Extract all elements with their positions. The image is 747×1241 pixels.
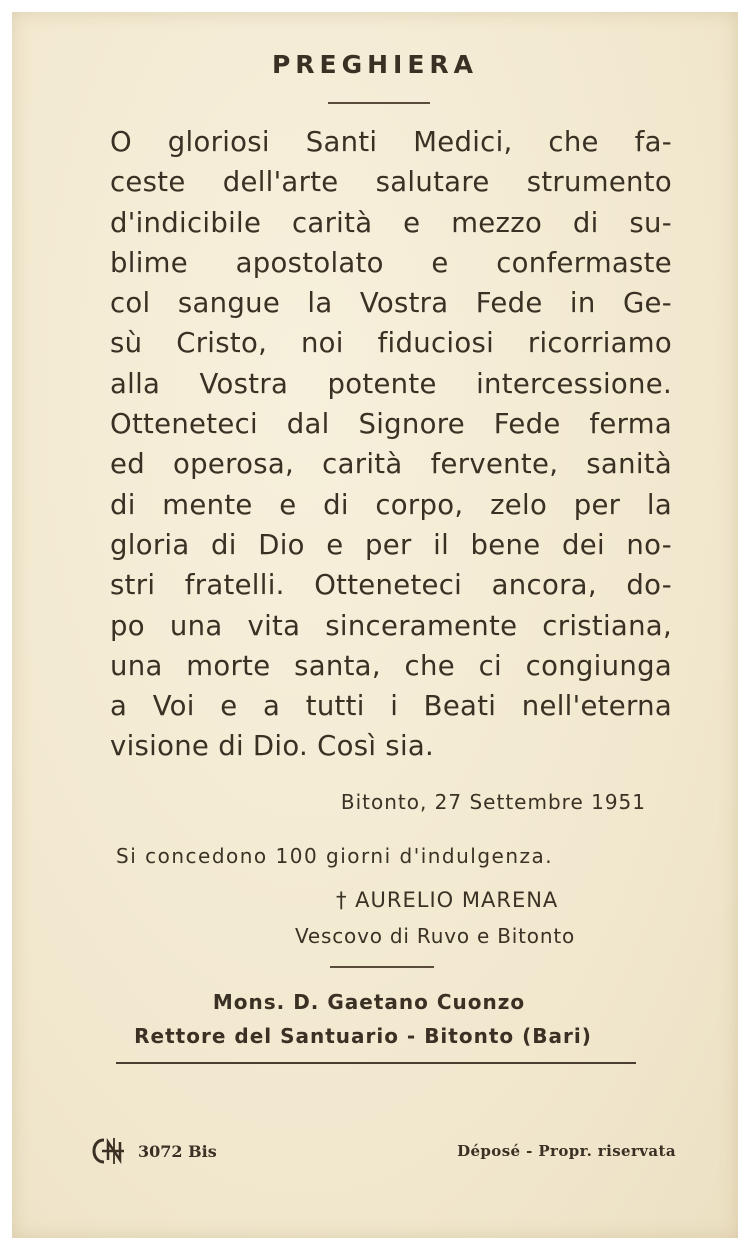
prayer-line: O gloriosi Santi Medici, che fa- xyxy=(110,126,672,158)
prayer-line: po una vita sinceramente cristiana, xyxy=(110,609,672,642)
prayer-text xyxy=(110,122,672,767)
publisher-mark xyxy=(90,1136,217,1166)
prayer-line: Otteneteci dal Signore Fede ferma xyxy=(110,408,672,441)
holy-card xyxy=(12,12,738,1238)
bishop-title: Vescovo di Ruvo e Bitonto xyxy=(295,924,575,948)
footer-divider xyxy=(116,1062,636,1064)
prayer-line: d'indicibile carità e mezzo di su- xyxy=(110,206,672,239)
prayer-line: a Voi e a tutti i Beati nell'eterna xyxy=(110,690,672,723)
prayer-line: sù Cristo, noi fiduciosi ricorriamo xyxy=(110,327,672,360)
section-divider xyxy=(330,966,434,968)
prayer-line: di mente e di corpo, zelo per la xyxy=(110,488,672,521)
publisher-monogram-icon xyxy=(90,1136,130,1166)
prayer-line: col sangue la Vostra Fede in Ge- xyxy=(110,287,672,320)
page-title: PREGHIERA xyxy=(271,50,479,79)
prayer-line: gloria di Dio e per il bene dei no- xyxy=(110,528,672,561)
prayer-line: ed operosa, carità fervente, sanità xyxy=(110,448,672,481)
indulgence-line: Si concedono 100 giorni d'indulgenza. xyxy=(116,844,554,868)
prayer-line: alla Vostra potente intercessione. xyxy=(110,367,672,400)
prayer-line: visione di Dio. Così sia. xyxy=(110,730,435,763)
catalog-code: 3072 Bis xyxy=(138,1141,217,1161)
prayer-line: stri fratelli. Otteneteci ancora, do- xyxy=(110,569,672,602)
prayer-line: ceste dell'arte salutare strumento xyxy=(110,166,672,199)
date-line: Bitonto, 27 Settembre 1951 xyxy=(340,790,646,814)
bishop-name: † AURELIO MARENA xyxy=(336,888,559,912)
rector-title: Rettore del Santuario - Bitonto (Bari) xyxy=(134,1024,592,1048)
title-divider xyxy=(328,102,430,104)
prayer-line: una morte santa, che ci congiunga xyxy=(110,649,672,682)
prayer-line: blime apostolato e confermaste xyxy=(110,246,672,279)
rector-name: Mons. D. Gaetano Cuonzo xyxy=(212,990,526,1014)
rights-notice: Déposé - Propr. riservata xyxy=(457,1142,676,1160)
